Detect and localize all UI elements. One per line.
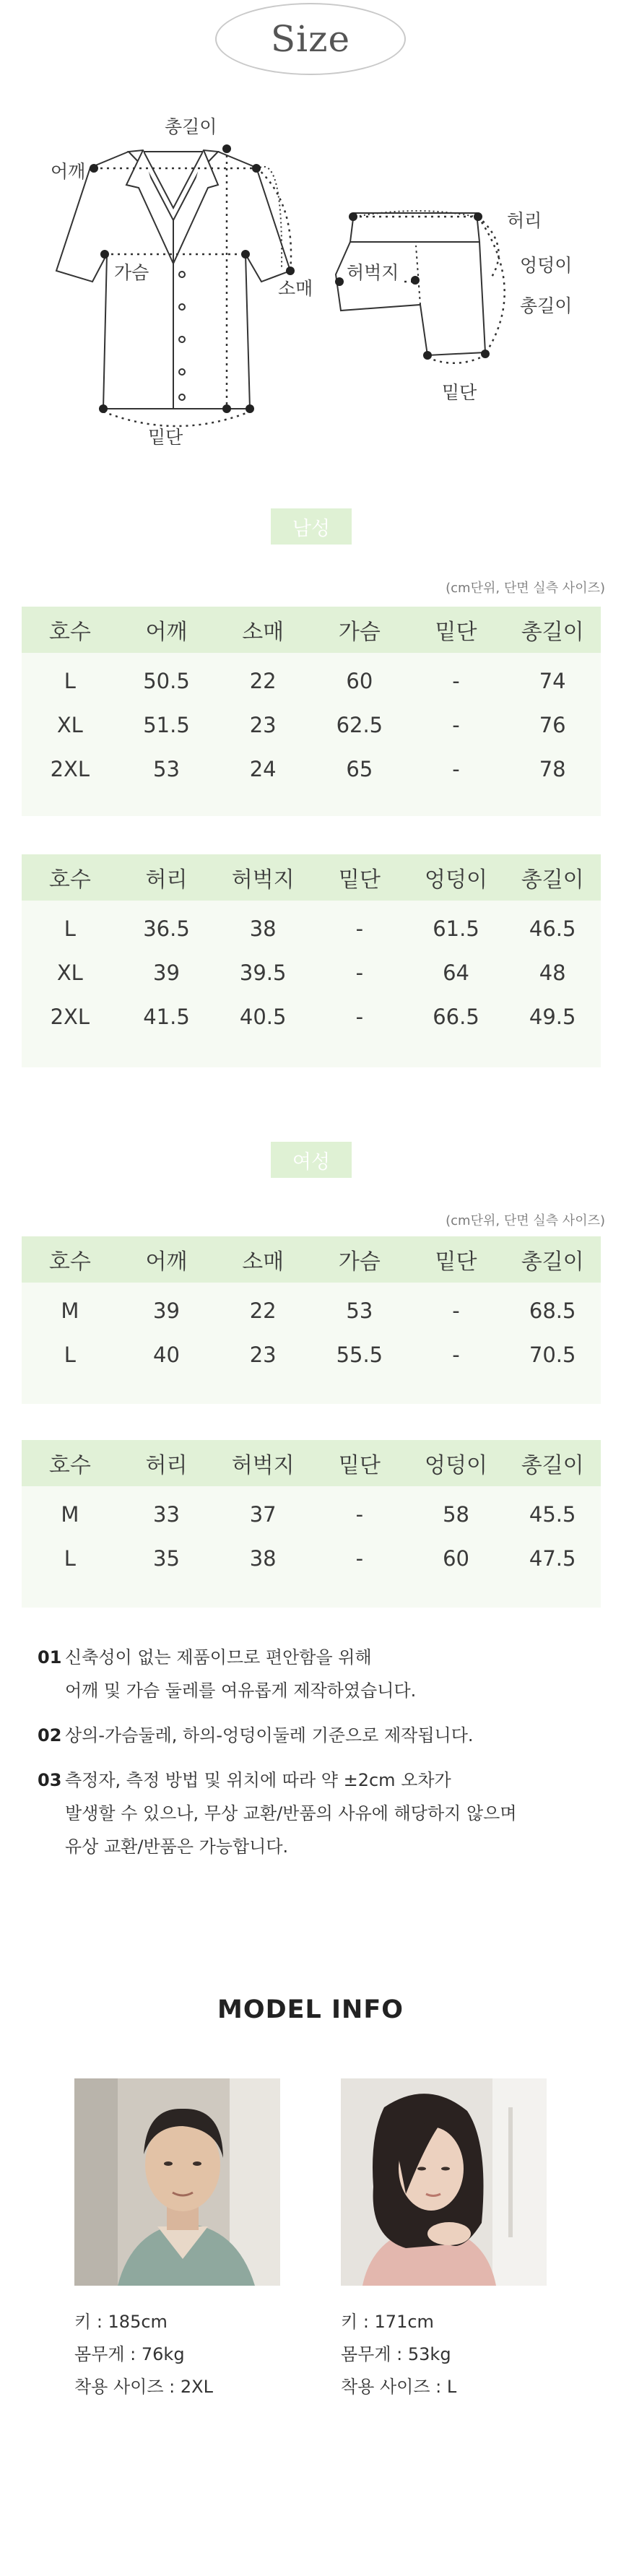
note-item <box>38 1764 601 1863</box>
header-cell: 허벅지 <box>231 867 295 893</box>
model-info-title: MODEL INFO <box>217 1995 404 2024</box>
table-cell: 47.5 <box>529 1545 576 1571</box>
table-cell: 53 <box>346 1298 373 1323</box>
table-cell: 23 <box>249 1342 277 1367</box>
table-row <box>22 1332 601 1376</box>
note-text: 신축성이 없는 제품이므로 편안함을 위해 <box>65 1647 372 1668</box>
table-cell: 40.5 <box>239 1004 287 1029</box>
diagram-label-hem: 밑단 <box>148 427 183 448</box>
table-cell: 2XL <box>50 756 90 781</box>
table-cell: - <box>355 1501 364 1527</box>
diagram-label-hip: 엉덩이 <box>520 255 573 276</box>
table-cell: 65 <box>346 756 373 781</box>
model-height: 키 : 185cm <box>74 2312 168 2332</box>
table-cell: 38 <box>249 916 277 941</box>
table-cell: 22 <box>249 668 277 693</box>
header-cell: 밑단 <box>338 867 381 893</box>
header-cell: 호수 <box>48 867 91 893</box>
table-header-row <box>22 854 601 901</box>
header-cell: 밑단 <box>435 1249 477 1275</box>
table-cell: 70.5 <box>529 1342 576 1367</box>
note-text: 유상 교환/반품은 가능합니다. <box>65 1836 289 1857</box>
women-unit-note: (cm단위, 단면 실측 사이즈) <box>446 1213 605 1228</box>
table-row <box>22 950 601 994</box>
table-cell: L <box>64 1545 76 1571</box>
table-cell: 49.5 <box>529 1004 576 1029</box>
table-cell: M <box>61 1298 79 1323</box>
model-wearing-size: 착용 사이즈 : L <box>341 2377 457 2397</box>
diagram-label-hem-bottom: 밑단 <box>442 382 477 403</box>
table-cell: - <box>452 1298 460 1323</box>
table-cell: 41.5 <box>143 1004 190 1029</box>
table-cell: 60 <box>346 668 373 693</box>
table-cell: - <box>355 1545 364 1571</box>
note-item <box>38 1719 601 1752</box>
table-cell: 22 <box>249 1298 277 1323</box>
table-cell: 2XL <box>50 1004 90 1029</box>
header-cell: 허리 <box>145 1453 188 1478</box>
diagram-label-sleeve: 소매 <box>278 278 313 299</box>
table-row <box>22 1536 601 1580</box>
model-wearing-size: 착용 사이즈 : 2XL <box>74 2377 213 2397</box>
table-cell: 68.5 <box>529 1298 576 1323</box>
table-cell: 33 <box>153 1501 180 1527</box>
table-cell: 23 <box>249 712 277 737</box>
note-text: 측정자, 측정 방법 및 위치에 따라 약 ±2cm 오차가 <box>65 1770 451 1790</box>
header-cell: 허벅지 <box>231 1453 295 1478</box>
model-weight: 몸무게 : 53kg <box>341 2344 451 2364</box>
table-cell: 55.5 <box>336 1342 383 1367</box>
table-row <box>22 659 601 703</box>
size-title: Size <box>215 3 406 75</box>
table-header-row <box>22 1440 601 1486</box>
table-cell: 46.5 <box>529 916 576 941</box>
diagram-label-total-length-bottom: 총길이 <box>520 295 573 316</box>
table-cell: 45.5 <box>529 1501 576 1527</box>
table-cell: 74 <box>539 668 566 693</box>
men-badge: 남성 <box>271 508 352 545</box>
diagram-label-chest: 가슴 <box>114 262 149 283</box>
size-diagram <box>29 101 621 462</box>
table-cell: 50.5 <box>143 668 190 693</box>
header-cell: 소매 <box>242 620 285 645</box>
size-notes <box>38 1641 601 1875</box>
table-cell: 53 <box>153 756 180 781</box>
table-header-row <box>22 607 601 653</box>
model-info-female <box>341 2306 550 2403</box>
header-cell: 어깨 <box>145 1249 188 1275</box>
table-cell: 37 <box>249 1501 277 1527</box>
header-cell: 밑단 <box>435 620 477 645</box>
model-info-male <box>74 2306 284 2403</box>
table-cell: 60 <box>443 1545 469 1571</box>
table-row <box>22 703 601 747</box>
table-cell: 66.5 <box>433 1004 479 1029</box>
header-cell: 호수 <box>48 1453 91 1478</box>
note-number: 01 <box>38 1647 62 1668</box>
header-cell: 밑단 <box>338 1453 381 1478</box>
diagram-label-total-length: 총길이 <box>165 116 217 137</box>
table-cell: - <box>452 668 460 693</box>
diagram-label-waist: 허리 <box>507 210 542 231</box>
women-bottom-size-table <box>22 1440 601 1608</box>
table-cell: 78 <box>539 756 566 781</box>
note-number: 02 <box>38 1725 62 1745</box>
model-card-female <box>341 2078 550 2403</box>
table-row <box>22 1288 601 1332</box>
header-cell: 가슴 <box>338 1249 381 1275</box>
model-photo-female <box>341 2078 547 2286</box>
header-cell: 엉덩이 <box>425 1453 487 1478</box>
header-cell: 호수 <box>48 1249 91 1275</box>
table-cell: 64 <box>443 960 469 985</box>
model-weight: 몸무게 : 76kg <box>74 2344 185 2364</box>
note-text: 상의-가슴둘레, 하의-엉덩이둘레 기준으로 제작됩니다. <box>65 1725 474 1745</box>
table-cell: 62.5 <box>336 712 383 737</box>
table-cell: L <box>64 916 76 941</box>
table-cell: - <box>452 1342 460 1367</box>
header-cell: 엉덩이 <box>425 867 487 893</box>
header-cell: 총길이 <box>521 1453 584 1478</box>
table-row <box>22 1492 601 1536</box>
table-cell: 39.5 <box>239 960 287 985</box>
table-cell: 39 <box>153 1298 180 1323</box>
model-photo-male <box>74 2078 280 2286</box>
table-cell: - <box>355 1004 364 1029</box>
model-card-male <box>74 2078 284 2403</box>
table-cell: 58 <box>443 1501 469 1527</box>
table-cell: M <box>61 1501 79 1527</box>
table-row <box>22 906 601 950</box>
women-badge: 여성 <box>271 1142 352 1178</box>
header-cell: 총길이 <box>521 620 584 645</box>
note-item <box>38 1641 601 1707</box>
header-cell: 총길이 <box>521 1249 584 1275</box>
note-number: 03 <box>38 1770 62 1790</box>
table-cell: 40 <box>153 1342 180 1367</box>
table-row <box>22 994 601 1038</box>
table-cell: 24 <box>249 756 277 781</box>
table-cell: 36.5 <box>143 916 190 941</box>
note-text: 발생할 수 있으나, 무상 교환/반품의 사유에 해당하지 않으며 <box>65 1803 517 1823</box>
table-cell: 39 <box>153 960 180 985</box>
table-cell: - <box>355 916 364 941</box>
table-cell: 61.5 <box>433 916 479 941</box>
table-cell: L <box>64 1342 76 1367</box>
table-cell: 76 <box>539 712 566 737</box>
header-cell: 호수 <box>48 620 91 645</box>
header-cell: 가슴 <box>338 620 381 645</box>
header-cell: 총길이 <box>521 867 584 893</box>
header-cell: 어깨 <box>145 620 188 645</box>
shirt-illustration <box>56 150 290 409</box>
table-cell: 48 <box>539 960 566 985</box>
men-unit-note: (cm단위, 단면 실측 사이즈) <box>446 581 605 596</box>
model-height: 키 : 171cm <box>341 2312 434 2332</box>
women-top-size-table <box>22 1236 601 1404</box>
table-cell: L <box>64 668 76 693</box>
men-bottom-size-table <box>22 854 601 1067</box>
note-text: 어깨 및 가슴 둘레를 여유롭게 제작하였습니다. <box>65 1681 417 1701</box>
table-cell: 51.5 <box>143 712 190 737</box>
table-header-row <box>22 1236 601 1283</box>
table-cell: - <box>355 960 364 985</box>
men-top-size-table <box>22 607 601 816</box>
table-cell: XL <box>56 712 83 737</box>
table-cell: 38 <box>249 1545 277 1571</box>
table-cell: - <box>452 712 460 737</box>
diagram-label-shoulder: 어깨 <box>51 161 86 182</box>
header-cell: 소매 <box>242 1249 285 1275</box>
header-cell: 허리 <box>145 867 188 893</box>
table-cell: XL <box>56 960 83 985</box>
diagram-label-thigh: 허벅지 <box>345 259 400 285</box>
table-cell: 35 <box>153 1545 180 1571</box>
table-cell: - <box>452 756 460 781</box>
table-row <box>22 747 601 791</box>
